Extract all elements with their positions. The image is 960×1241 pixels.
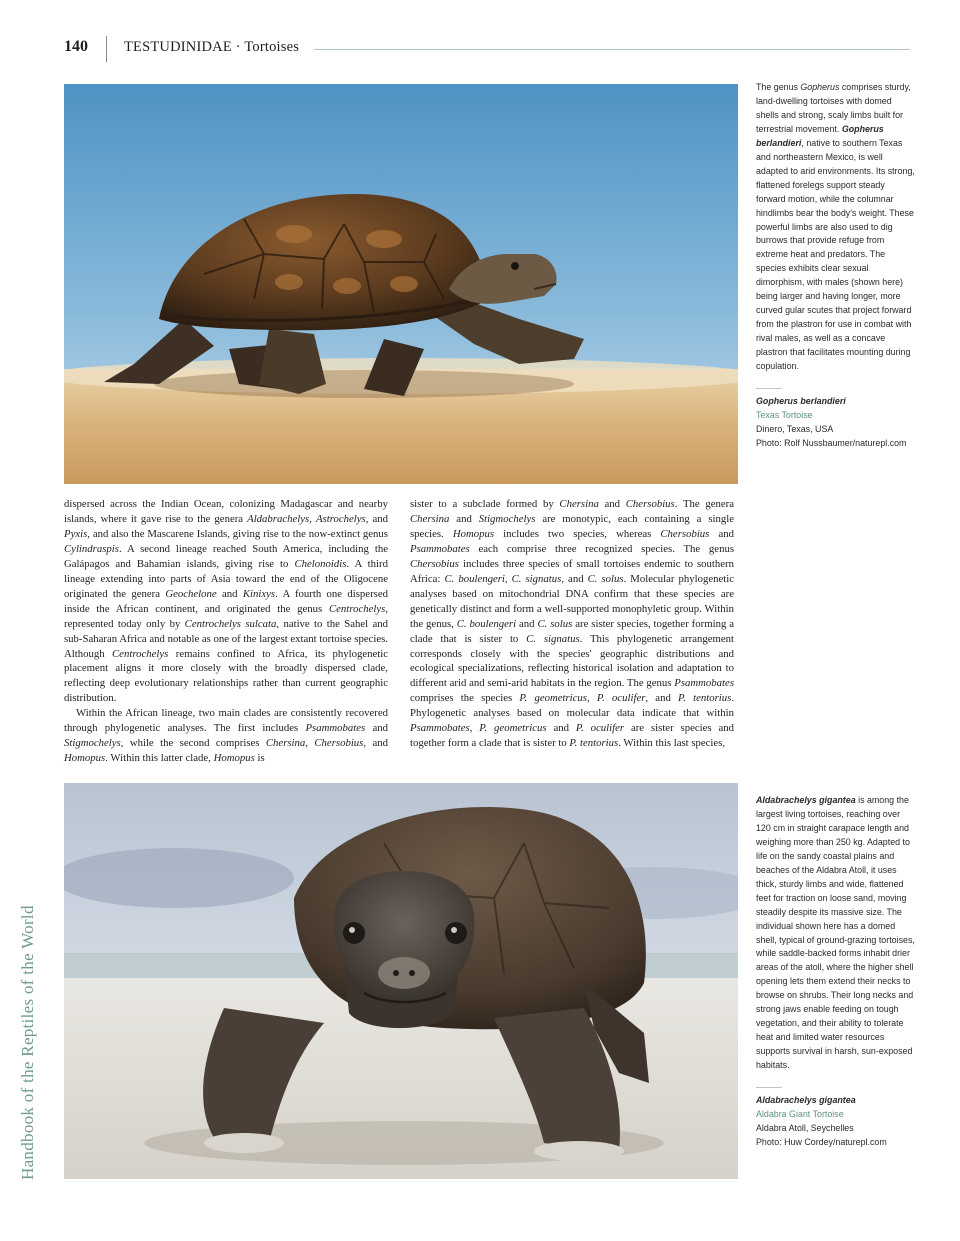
taxon-name: C. solus [587, 572, 624, 585]
taxon-name: C. signatus [511, 572, 562, 585]
taxon-name: Stigmochelys [64, 737, 121, 750]
body-text: and [598, 498, 626, 510]
body-text: , and [645, 692, 679, 705]
taxon-name: P. tentorius [678, 692, 732, 705]
body-text: , and [363, 737, 388, 750]
body-paragraph [410, 497, 734, 751]
body-text: remains confined to Africa, its phylogenetic placement aligns it more closely with the broadly dispersed clade, reflecting deep evolutionary relationships rather than current geographic distribution. [64, 647, 388, 705]
caption-species-name: Aldabrachelys gigantea [756, 795, 856, 805]
body-text: and [546, 722, 576, 735]
body-text: . Phylogenetic analyses based on molecular data indicate that within [410, 692, 735, 720]
body-text: . Within this last species, [618, 737, 726, 750]
body-text: and [516, 617, 538, 630]
body-text: . Within this latter clade, [105, 752, 214, 765]
body-text: and [449, 512, 479, 525]
taxon-name: Homopus [452, 527, 495, 540]
taxon-name: Homopus [64, 752, 106, 765]
body-text: , native to the Sahel and sub-Saharan Africa and notable as one of the largest extant tortoise species. Although [64, 617, 388, 660]
body-text: , while the second comprises [120, 737, 266, 750]
body-text: , [504, 572, 512, 585]
body-text: dispersed across the Indian Ocean, colonizing Madagascar and nearby islands, where it gave rise to the genera [64, 498, 388, 525]
caption-common-name: Texas Tortoise [756, 409, 813, 420]
caption-common-name: Aldabra Giant Tortoise [756, 1109, 844, 1120]
taxon-name: C. signatus [526, 632, 580, 645]
caption-text: is among the largest living tortoises, reaching over 120 cm in straight carapace length and weighing more than 250 kg. Adapted to life on the sandy coastal plains and beaches of the Aldabra Atoll, it uses thick, sturdy limbs and wide, flattened feet for traction on loose sand, moving steadily despite its massive size. The individual shown here has a domed shell, typical of ground-grazing tortoises, while saddle-backed forms inhabit drier areas of the atoll, where the higher shell opening lets them extend their necks to browse on shrubs. Their long necks and strong jaws enable feeding on tough vegetation, and their ability to tolerate heat and limited water resources supports survival in harsh, sun-exposed habitats. [756, 795, 915, 1071]
taxon-name: P. oculifer [596, 692, 646, 705]
caption-species: Aldabrachelys gigantea [756, 1095, 856, 1106]
body-text: . Molecular phylogenetic analyses based on mitochondrial DNA confirm that these species are genetically distinct and form a well-supported monophyletic group. Within the genus, [410, 572, 734, 630]
taxon-name: Psammobates [410, 722, 470, 735]
body-text: sister to a subclade formed by [410, 498, 560, 510]
body-text: are monotypic, each containing a single species. [410, 512, 734, 540]
caption-aldabra-giant-tortoise [756, 794, 916, 1150]
body-column-left [64, 497, 388, 766]
body-text: , and also the Mascarene Islands, giving rise to the now-extinct genus [87, 527, 388, 540]
taxon-name: Astrochelys [315, 512, 366, 525]
taxon-name: Pyxis [64, 527, 88, 540]
body-text: . This phylogenetic arrangement corresponds closely with the species' geographic distributions and ecological specializations, reflecting historical isolation and adaptation to different arid and semi-arid habitats in the region. The genus [410, 632, 734, 690]
photo-texas-tortoise [64, 84, 738, 484]
body-text: are sister species and together form a clade that is sister to [410, 722, 734, 750]
taxon-name: Centrochelys [328, 602, 386, 615]
body-paragraph [64, 497, 388, 706]
caption-credit: Photo: Rolf Nussbaumer/naturepl.com [756, 437, 907, 448]
taxon-name: Cylindraspis [64, 542, 119, 555]
running-header [64, 36, 910, 62]
body-text: . A third lineage extending into parts of Asia toward the end of the Oligocene originated the genera [64, 557, 388, 600]
body-text: , represented today only by [64, 602, 388, 630]
body-text: are sister species, together forming a clade that is sister to [410, 617, 735, 645]
body-text: comprises the species [410, 692, 520, 705]
caption-description [756, 794, 916, 1073]
taxon-name: C. solus [537, 617, 573, 630]
body-text: , [587, 692, 597, 705]
caption-rule [756, 1087, 782, 1088]
taxon-name: Chersobius [410, 557, 459, 570]
body-text: each comprise three recognized species. The genus [469, 542, 734, 555]
caption-rule [756, 388, 782, 389]
taxon-name: P. geometricus [479, 722, 547, 735]
taxon-name: Psammobates [305, 722, 366, 735]
taxon-name: P. geometricus [519, 692, 587, 705]
body-text: and [365, 722, 388, 735]
taxon-name: C. boulengeri [444, 572, 505, 585]
caption-species: Gopherus berlandieri [756, 396, 846, 407]
caption-credit: Photo: Huw Cordey/naturepl.com [756, 1136, 887, 1147]
body-text: and [709, 527, 734, 540]
page-number: 140 [64, 38, 88, 55]
header-divider [106, 36, 107, 62]
body-text: includes two species, whereas [494, 527, 661, 540]
caption-text: comprises sturdy, land-dwelling tortoises with domed shells and strong, scaly limbs built for terrestrial movement. [756, 82, 911, 134]
taxon-name: C. boulengeri [456, 617, 517, 630]
body-text: , [469, 722, 480, 735]
body-text: is [254, 752, 265, 765]
book-side-title: Handbook of the Reptiles of the World [18, 905, 37, 1180]
taxon-name: Stigmochelys [478, 512, 536, 525]
taxon-name: Chelonoidis [294, 557, 347, 570]
taxon-name: Chersina [559, 498, 599, 510]
caption-location: Dinero, Texas, USA [756, 423, 834, 434]
taxon-name: Psammobates [410, 542, 470, 555]
taxon-name: P. oculifer [575, 722, 625, 735]
body-text: and [216, 587, 243, 600]
caption-genus: Gopherus [800, 82, 840, 92]
caption-location: Aldabra Atoll, Seychelles [756, 1122, 854, 1133]
caption-species-name: Gopherus berlandieri [756, 123, 884, 148]
body-text: . The genera [674, 498, 734, 510]
taxon-name: Chersobius [314, 737, 364, 750]
caption-description [756, 81, 916, 374]
running-title: TESTUDINIDAE · Tortoises [124, 39, 300, 55]
body-text: , and [365, 512, 388, 525]
taxon-name: Homopus [213, 752, 255, 765]
taxon-name: Centrochelys sulcata [184, 617, 277, 630]
taxon-name: P. tentorius [569, 737, 619, 750]
caption-texas-tortoise [756, 81, 916, 451]
body-column-right [410, 497, 734, 751]
taxon-name: Chersobius [660, 527, 710, 540]
body-text: , [309, 512, 316, 525]
body-text: , [305, 737, 315, 750]
body-text: Within the African lineage, two main clades are consistently recovered through phylogenetic analyses. The first includes [64, 707, 388, 735]
body-text: , and [561, 572, 588, 585]
caption-text: , native to southern Texas and northeastern Mexico, is well adapted to arid environments. Its strong, flattened forelegs support steady forward motion, while the columnar hindlimbs bear the body's weight. These powerful limbs are also used to dig burrows that provide refuge from extreme heat and predators. The species exhibits clear sexual dimorphism, with males (shown here) being larger and having longer, more curved gular scutes that project forward from the plastron for use in combat with rival males, as well as a concave plastron that facilitates mounting during copulation. [756, 137, 915, 372]
body-text: . A fourth one dispersed inside the African continent, and originated the genus [64, 587, 388, 615]
taxon-name: Kinixys [242, 587, 276, 600]
header-rule [314, 49, 910, 50]
photo-aldabra-giant-tortoise [64, 783, 738, 1179]
taxon-name: Chersina [265, 737, 306, 750]
body-paragraph [64, 706, 388, 766]
body-text: includes three species of small tortoises endemic to southern Africa: [410, 557, 734, 585]
caption-text: The genus [756, 82, 801, 92]
taxon-name: Geochelone [165, 587, 217, 600]
taxon-name: Psammobates [674, 677, 734, 690]
taxon-name: Chersobius [625, 498, 675, 510]
taxon-name: Centrochelys [112, 647, 169, 660]
taxon-name: Aldabrachelys [247, 512, 310, 525]
taxon-name: Chersina [410, 512, 450, 525]
body-text: . A second lineage reached South America, including the Galápagos and Bahamian islands, giving rise to [64, 542, 388, 570]
